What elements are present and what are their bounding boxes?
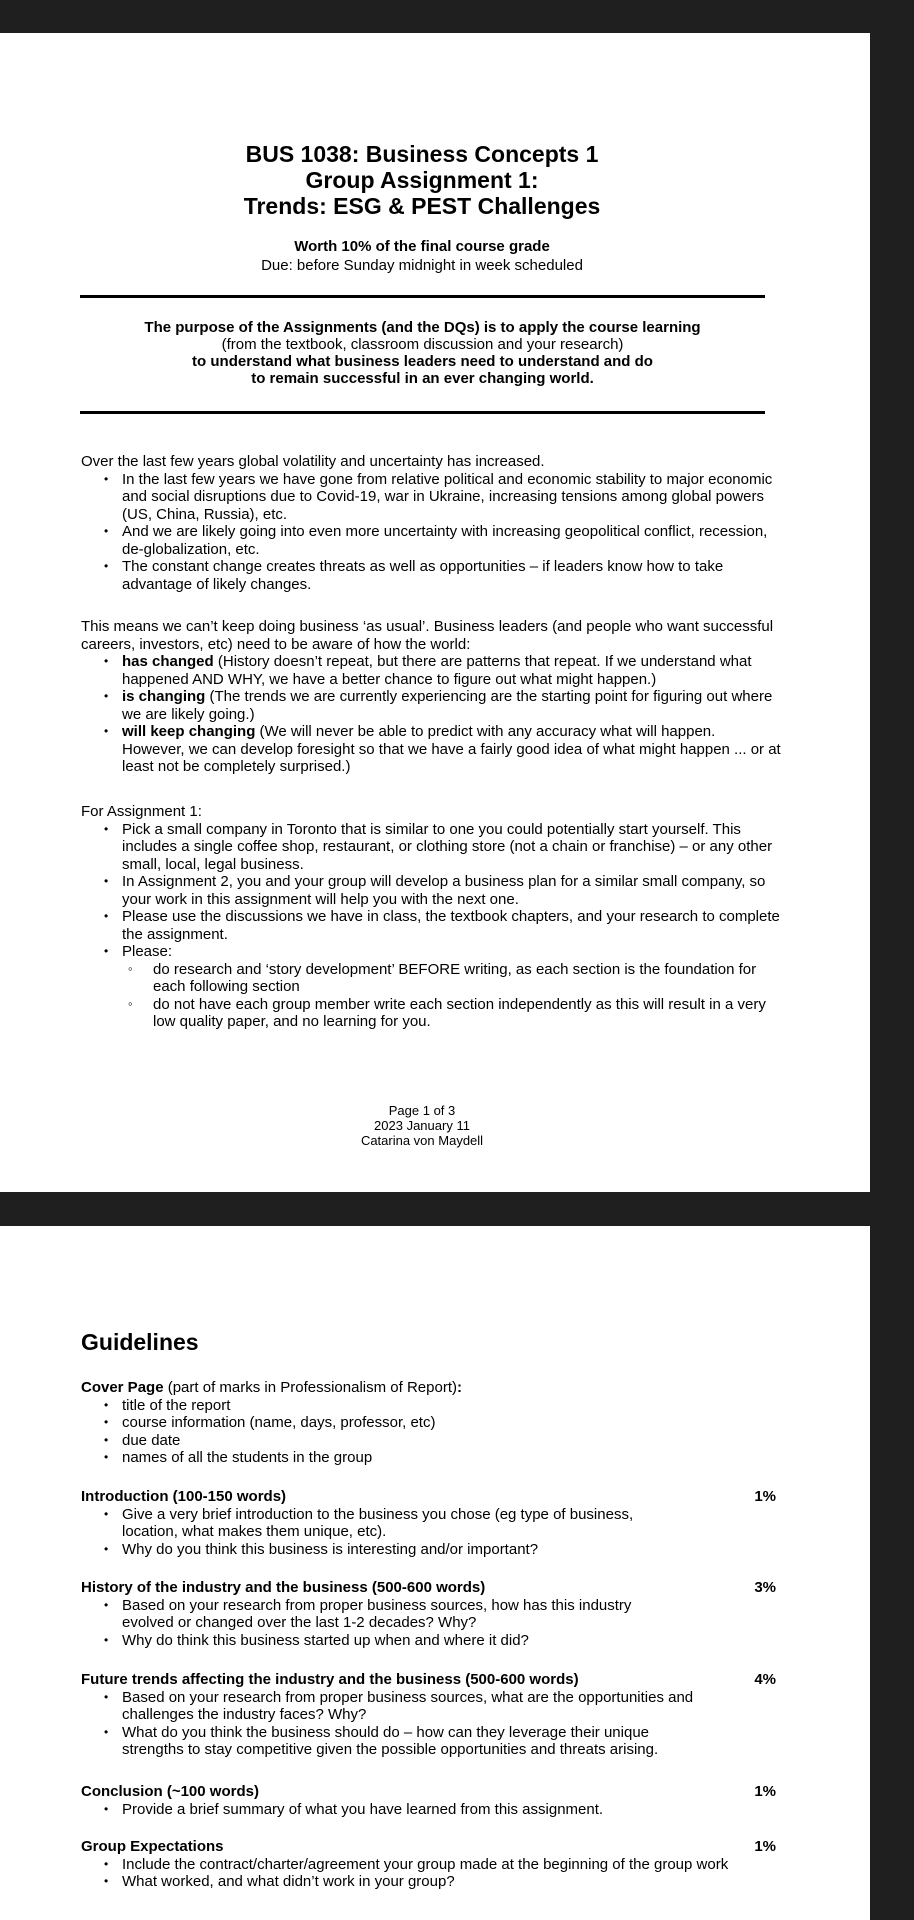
list-item: • title of the report — [81, 1397, 771, 1415]
title-line: BUS 1038: Business Concepts 1 — [245, 141, 599, 167]
marks-percent: 1% — [754, 1783, 776, 1800]
assignment-section — [81, 803, 781, 1031]
list-item — [81, 653, 781, 688]
history-section — [81, 1579, 681, 1649]
list-item: • due date — [81, 1432, 771, 1450]
divider — [80, 295, 765, 298]
purpose-line: (from the textbook, classroom discussion and your research) — [221, 336, 624, 353]
list-item: • Why do think this business started up when and where it did? — [81, 1632, 681, 1650]
list-item: • Based on your research from proper business sources, how has this industry evolved or changed over the last 1-2 decades? Why? — [81, 1597, 681, 1632]
section-heading: Group Expectations — [81, 1838, 224, 1855]
sub-list-item: ◦ do research and ‘story development’ BEFORE writing, as each section is the foundation for each following section — [81, 961, 781, 996]
introduction-section — [81, 1488, 681, 1558]
group-expectations-section — [81, 1838, 741, 1891]
list-item: • names of all the students in the group — [81, 1449, 771, 1467]
conclusion-section — [81, 1783, 771, 1818]
marks-percent: 4% — [754, 1671, 776, 1688]
term: is changing — [122, 688, 206, 705]
grade-weight: Worth 10% of the final course grade — [294, 238, 550, 255]
list-item: • The constant change creates threats as well as opportunities – if leaders know how to take advantage of likely changes. — [81, 558, 781, 593]
paragraph: For Assignment 1: — [81, 803, 202, 820]
cover-page-section — [81, 1379, 771, 1467]
document-page-1 — [0, 33, 870, 1192]
term-detail: (We will never be able to predict with any accuracy what will happen. However, we can develop foresight so that we have a fairly good idea of what might happen ... or at least not be completely surprised.) — [122, 723, 781, 775]
sub-list-item: ◦ do not have each group member write each section independently as this will result in a very low quality paper, and no learning for you. — [81, 996, 781, 1031]
section-heading — [81, 1379, 771, 1397]
list-item: • Pick a small company in Toronto that is similar to one you could potentially start yourself. This includes a single coffee shop, restaurant, or clothing store (not a chain or franchise) – or any other small, local, legal business. — [81, 821, 781, 874]
purpose-line: The purpose of the Assignments (and the DQs) is to apply the course learning — [144, 319, 701, 336]
term: will keep changing — [122, 723, 256, 740]
purpose-line: to remain successful in an ever changing world. — [251, 370, 594, 387]
change-section — [81, 618, 781, 776]
list-item: • Give a very brief introduction to the business you chose (eg type of business, location, what makes them unique, etc). — [81, 1506, 681, 1541]
divider — [80, 411, 765, 414]
marks-percent: 3% — [754, 1579, 776, 1596]
list-item: • What do you think the business should do – how can they leverage their unique strengths to stay competitive given the possible opportunities and threats arising. — [81, 1724, 701, 1759]
term-detail: (The trends we are currently experiencing are the starting point for figuring out where we are likely going.) — [122, 688, 773, 723]
future-trends-section — [81, 1671, 701, 1759]
title-line: Trends: ESG & PEST Challenges — [243, 193, 601, 219]
marks-percent: 1% — [754, 1838, 776, 1855]
title-line: Group Assignment 1: — [305, 167, 539, 193]
due-date: Due: before Sunday midnight in week scheduled — [261, 257, 583, 274]
list-item: • Provide a brief summary of what you have learned from this assignment. — [81, 1801, 771, 1819]
list-item — [81, 723, 781, 776]
paragraph: Over the last few years global volatility and uncertainty has increased. — [81, 453, 545, 470]
marks-percent: 1% — [754, 1488, 776, 1505]
paragraph: This means we can’t keep doing business ‘as usual’. Business leaders (and people who want successful careers, investors, etc) need to be aware of how the world: — [81, 618, 774, 653]
list-item: • And we are likely going into even more uncertainty with increasing geopolitical conflict, recession, de-globalization, etc. — [81, 523, 781, 558]
heading-colon: : — [456, 1379, 462, 1396]
heading-bold: Cover Page — [81, 1379, 164, 1396]
list-item: • In Assignment 2, you and your group will develop a business plan for a similar small company, so your work in this assignment will help you with the next one. — [81, 873, 781, 908]
term: has changed — [122, 653, 214, 670]
list-item — [81, 688, 781, 723]
list-item: • Include the contract/charter/agreement your group made at the beginning of the group work — [81, 1856, 741, 1874]
page-number: Page 1 of 3 — [388, 1103, 456, 1118]
section-heading: Conclusion (~100 words) — [81, 1783, 259, 1800]
purpose-line: to understand what business leaders need to understand and do — [192, 353, 653, 370]
list-item: • course information (name, days, professor, etc) — [81, 1414, 771, 1432]
list-item: • Please: — [81, 943, 781, 961]
list-item: • Based on your research from proper business sources, what are the opportunities and challenges the industry faces? Why? — [81, 1689, 701, 1724]
section-heading: Introduction (100-150 words) — [81, 1488, 287, 1505]
heading-rest: (part of marks in Professionalism of Report) — [163, 1379, 457, 1396]
document-page-2 — [0, 1226, 870, 1920]
footer-date: 2023 January 11 — [374, 1118, 470, 1133]
section-heading: Future trends affecting the industry and the business (500-600 words) — [81, 1671, 579, 1688]
list-item: • In the last few years we have gone from relative political and economic stability to major economic and social disruptions due to Covid-19, war in Ukraine, increasing tensions among global powers (US, China, Russia), etc. — [81, 471, 781, 524]
term-detail: (History doesn’t repeat, but there are patterns that repeat. If we understand what happened AND WHY, we have a better chance to figure out what might happen.) — [122, 653, 752, 688]
guidelines-heading: Guidelines — [81, 1329, 199, 1355]
list-item: • What worked, and what didn’t work in your group? — [81, 1873, 741, 1891]
assignment-title — [0, 141, 844, 219]
list-item: • Why do you think this business is interesting and/or important? — [81, 1541, 681, 1559]
volatility-section — [81, 453, 781, 593]
page-footer — [0, 1103, 844, 1148]
footer-author: Catarina von Maydell — [360, 1133, 484, 1148]
scrollbar-track[interactable] — [870, 0, 914, 1920]
section-heading: History of the industry and the business (500-600 words) — [81, 1579, 486, 1596]
list-item: • Please use the discussions we have in class, the textbook chapters, and your research to complete the assignment. — [81, 908, 781, 943]
purpose-statement — [80, 319, 765, 387]
